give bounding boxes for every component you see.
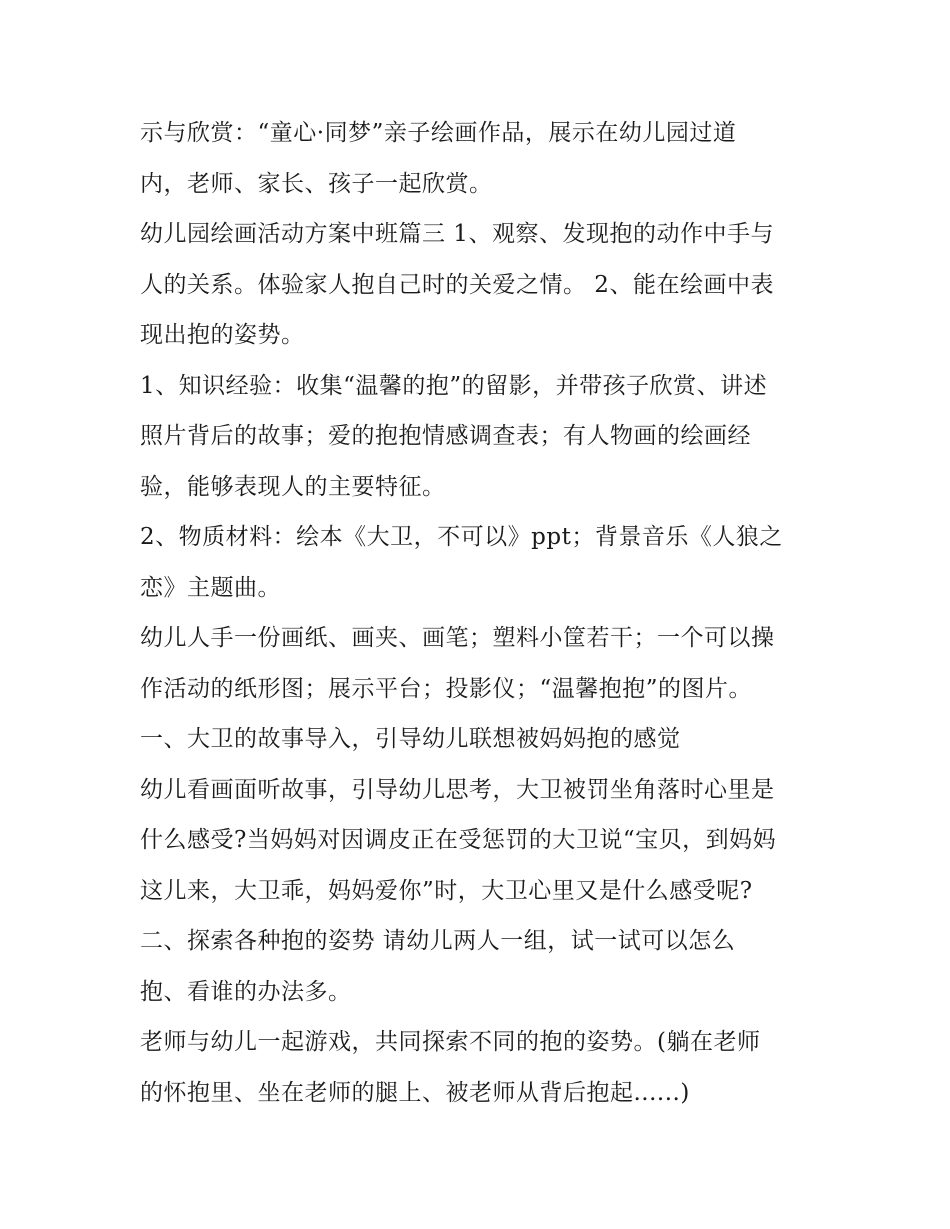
text-line: 照片背后的故事；爱的抱抱情感调查表；有人物画的绘画经 <box>140 423 751 449</box>
text-line: 二、探索各种抱的姿势 请幼儿两人一组，试一试可以怎么 <box>140 928 736 954</box>
text-line: 恋》主题曲。 <box>140 574 281 601</box>
text-line: 幼儿看画面听故事，引导幼儿思考，大卫被罚坐角落时心里是 <box>140 776 775 803</box>
text-line: 1、知识经验：收集“温馨的抱”的留影，并带孩子欣赏、讲述 <box>140 372 768 399</box>
text-line: 抱、看谁的办法多。 <box>140 978 352 1005</box>
text-line: 一、大卫的故事导入，引导幼儿联想被妈妈抱的感觉 <box>140 726 681 752</box>
text-line: 的怀抱里、坐在老师的腿上、被老师从背后抱起......) <box>140 1079 690 1106</box>
text-line: 幼儿人手一份画纸、画夹、画笔；塑料小筐若干；一个可以操 <box>140 625 775 651</box>
text-line: 幼儿园绘画活动方案中班篇三 1、观察、发现抱的动作中手与 <box>140 221 774 247</box>
document-body <box>140 108 830 1118</box>
text-line: 作活动的纸形图；展示平台；投影仪；“温馨抱抱”的图片。 <box>140 675 753 702</box>
text-line: 验，能够表现人的主要特征。 <box>140 473 446 500</box>
text-line: 内，老师、家长、孩子一起欣赏。 <box>140 170 493 197</box>
text-line: 老师与幼儿一起游戏，共同探索不同的抱的姿势。(躺在老师 <box>140 1029 761 1055</box>
text-line: 2、物质材料：绘本《大卫，不可以》ppt；背景音乐《人狼之 <box>140 524 783 550</box>
text-line: 现出抱的姿势。 <box>140 322 305 348</box>
text-line: 什么感受?当妈妈对因调皮正在受惩罚的大卫说“宝贝，到妈妈 <box>140 827 777 853</box>
text-line: 人的关系。体验家人抱自己时的关爱之情。 2、能在绘画中表 <box>140 271 774 298</box>
text-line: 示与欣赏：“童心·同梦”亲子绘画作品，展示在幼儿园过道 <box>140 120 737 146</box>
text-line: 这儿来，大卫乖，妈妈爱你”时，大卫心里又是什么感受呢? <box>140 877 753 904</box>
